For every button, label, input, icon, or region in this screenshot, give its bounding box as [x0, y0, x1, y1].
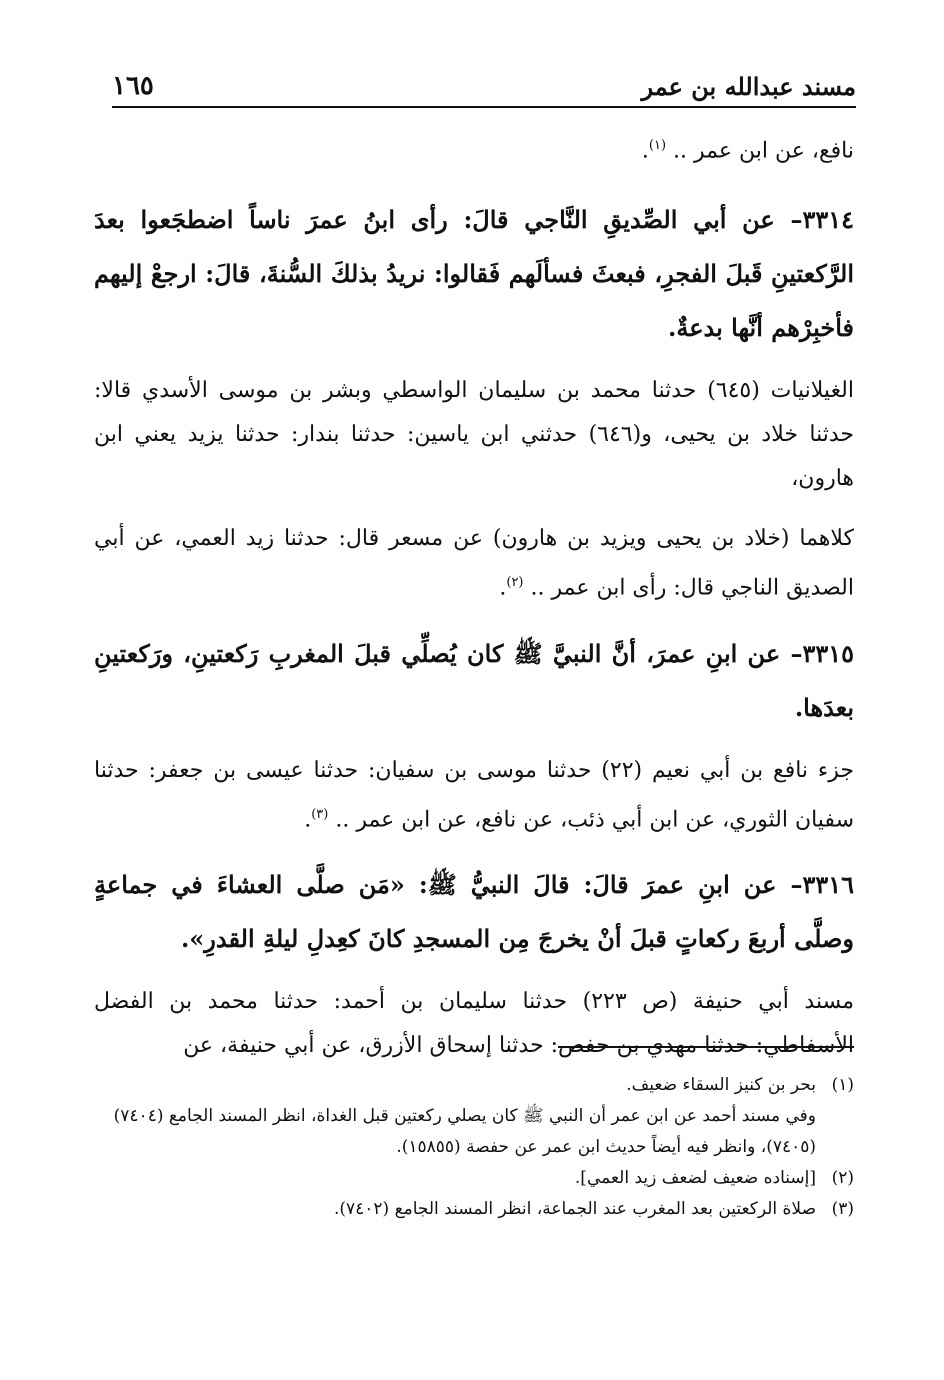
footnote-divider: [558, 1046, 854, 1048]
footnote-ref: (٢): [506, 575, 524, 591]
hadith-text: عن ابنِ عمرَ قالَ: قالَ النبيُّ ﷺ: «مَن صلَّى العشاءَ في جماعةٍ وصلَّى أربعَ ركعاتٍ قبلَ أنْ يخرجَ مِن المسجدِ كانَ كعِدلِ ليلةِ القدرِ».: [94, 869, 854, 953]
main-text: [94, 124, 854, 1084]
paragraph-text: مسند أبي حنيفة (ص ٢٢٣) حدثنا سليمان بن أحمد: حدثنا محمد بن الفضل الأسفاطي: حدثنا مهدي بن حفص: حدثنا إسحاق الأزرق، عن أبي حنيفة، عن: [94, 988, 854, 1058]
footnote-text: بحر بن كنيز السقاء ضعيف.: [626, 1075, 816, 1095]
footnote-text: [إسناده ضعيف لضعف زيد العمي].: [574, 1168, 816, 1188]
footnote-item: [94, 1101, 854, 1163]
footnote-item: [94, 1194, 854, 1225]
page-header: [112, 66, 856, 108]
paragraph-text: كلاهما (خلاد بن يحيى ويزيد بن هارون) عن مسعر قال: حدثنا زيد العمي، عن أبي الصديق الناجي قال: رأى ابن عمر ..: [94, 526, 854, 601]
paragraph-text: الغيلانيات (٦٤٥) حدثنا محمد بن سليمان الواسطي وبشر بن موسى الأسدي قالا: حدثنا خلاد بن يحيى، و(٦٤٦) حدثني ابن ياسين: حدثنا بندار: حدثنا يزيد يعني ابن هارون،: [94, 378, 854, 492]
footnote-text: وفي مسند أحمد عن ابن عمر أن النبي ﷺ كان يصلي ركعتين قبل الغداة، انظر المسند الجامع (٧٤٠٤) (٧٤٠٥)، وانظر فيه أيضاً حديث ابن عمر عن حفصة (١٥٨٥٥).: [113, 1106, 816, 1157]
takhrij-paragraph: [94, 369, 854, 501]
footnote-item: [94, 1070, 854, 1101]
paragraph-text: نافع، عن ابن عمر ..: [673, 138, 854, 164]
footnote-mark: (٣): [831, 1199, 854, 1219]
hadith-number: ٣٣١٥–: [790, 638, 854, 668]
takhrij-paragraph: جزء نافع بن أبي نعيم (٢٢) حدثنا موسى بن سفيان: حدثنا عيسى بن جعفر: حدثنا سفيان الثوري، عن ابن أبي ذئب، عن نافع، عن ابن عمر .. $^{(٣)}$.: [94, 757, 854, 832]
takhrij-paragraph: [94, 980, 854, 1068]
hadith-3316: [94, 858, 854, 966]
footnote-ref: (١): [648, 138, 667, 153]
footnote-text: صلاة الركعتين بعد المغرب عند الجماعة، انظر المسند الجامع (٧٤٠٢).: [333, 1199, 816, 1219]
hadith-text: عن أبي الصِّديقِ النَّاجي قالَ: رأى ابنُ عمرَ ناساً اضطجَعوا بعدَ الرَّكعتينِ قَبلَ الفجرِ، فبعثَ فسألَهم فَقالوا: نريدُ بذلكَ السُّنةَ، قالَ: ارجعْ إليهم فأخبِرْهم أنَّها بدعةٌ.: [94, 205, 854, 343]
paragraph-text: جزء نافع بن أبي نعيم (٢٢) حدثنا موسى بن سفيان: حدثنا عيسى بن جعفر: حدثنا سفيان الثوري، عن ابن أبي ذئب، عن نافع، عن ابن عمر ..: [94, 757, 854, 832]
footnote-item: [94, 1163, 854, 1194]
hadith-number: ٣٣١٤–: [790, 205, 854, 235]
hadith-text: عن ابنِ عمرَ، أنَّ النبيَّ ﷺ كان يُصلِّي قبلَ المغربِ رَكعتينِ، ورَكعتينِ بعدَها.: [94, 638, 854, 722]
footnotes: [94, 1070, 854, 1225]
footnote-mark: (١): [831, 1075, 854, 1095]
hadith-3314: [94, 193, 854, 355]
footnote-ref: (٣): [311, 806, 329, 822]
footnote-mark: (٢): [831, 1168, 854, 1188]
hadith-number: ٣٣١٦–: [790, 869, 855, 899]
hadith-3315: [94, 627, 854, 735]
takhrij-paragraph: كلاهما (خلاد بن يحيى ويزيد بن هارون) عن مسعر قال: حدثنا زيد العمي، عن أبي الصديق الناجي قال: رأى ابن عمر .. $^{(٢)}$.: [94, 526, 854, 601]
page-number: ١٦٥: [112, 71, 154, 101]
paragraph-continuation: نافع، عن ابن عمر .. $^{(١)}$.: [641, 138, 854, 164]
running-title: مسند عبدالله بن عمر: [641, 71, 856, 101]
